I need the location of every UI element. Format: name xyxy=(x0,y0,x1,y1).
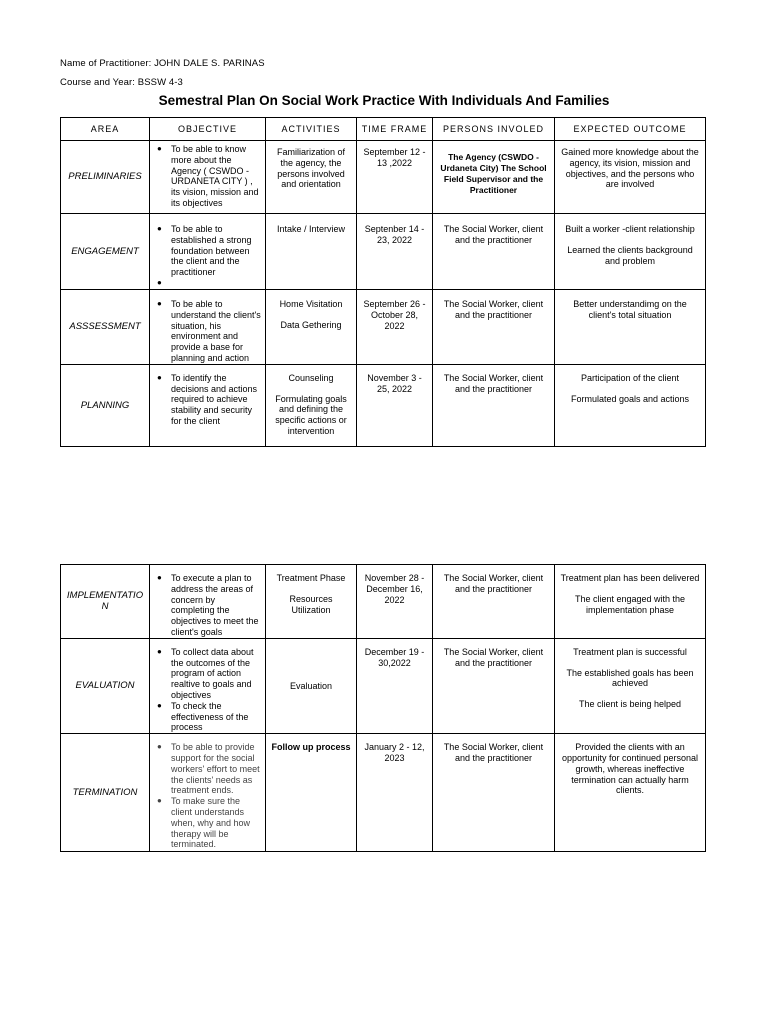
outcome-cell xyxy=(555,141,706,214)
plan-table-1 xyxy=(60,117,706,447)
timeframe-cell: September 12 - 13 ,2022 xyxy=(357,141,433,214)
column-header-expected-outcome: EXPECTED OUTCOME xyxy=(555,118,706,141)
timeframe-cell: November 3 - 25, 2022 xyxy=(357,364,433,446)
outcome-item: Treatment plan is successful xyxy=(573,646,687,657)
activity-item: Intake / Interview xyxy=(276,224,346,234)
persons-cell: The Social Worker, client and the practitioner xyxy=(433,289,555,364)
objective-item: ● To be able to know more about the Agency ( CSWDO - URDANETA CITY ) , its vision, mission and its objectives xyxy=(154,144,261,209)
objective-item: ● To be able to established a strong foundation between the client and the practitioner xyxy=(154,224,261,278)
table-row xyxy=(61,734,706,852)
timeframe-cell: January 2 - 12, 2023 xyxy=(357,734,433,852)
area-cell: ENGAGEMENT xyxy=(61,214,150,290)
column-header-persons: PERSONS INVOLED xyxy=(433,118,555,141)
table-row xyxy=(61,364,706,446)
outcome-item: The client engaged with the implementation phase xyxy=(574,593,686,615)
timeframe-cell: December 19 - 30,2022 xyxy=(357,638,433,733)
course-year: Course and Year: BSSW 4-3 xyxy=(60,77,183,88)
table-row xyxy=(61,214,706,290)
table-row xyxy=(61,638,706,733)
outcome-item: Participation of the client xyxy=(580,372,680,383)
activity-item: Familiarization of the agency, the persons involved and orientation xyxy=(276,147,346,190)
outcome-item: Provided the clients with an opportunity for continued personal growth, whereas ineffective termination can actually harm clients. xyxy=(561,742,699,796)
persons-cell: The Social Worker, client and the practitioner xyxy=(433,734,555,852)
objective-item: ● To be able to provide support for the social workers' effort to meet the clients' needs as treatment ends. xyxy=(154,742,261,796)
table-row xyxy=(61,565,706,639)
activity-item: Data Gethering xyxy=(280,319,342,330)
outcome-cell xyxy=(555,734,706,852)
objective-item: ● To check the effectiveness of the process xyxy=(154,701,261,733)
outcome-item: Built a worker -client relationship xyxy=(565,224,695,234)
practitioner-name: Name of Practitioner: JOHN DALE S. PARINAS xyxy=(60,58,265,69)
persons-cell: The Social Worker, client and the practitioner xyxy=(433,364,555,446)
timeframe-cell: Septenber 14 - 23, 2022 xyxy=(357,214,433,290)
activity-item: Follow up process xyxy=(271,742,351,753)
activities-cell xyxy=(266,565,357,639)
outcome-cell xyxy=(555,565,706,639)
objective-cell xyxy=(150,638,266,733)
outcome-item: Better understandimg on the client's total situation xyxy=(573,298,687,320)
objective-item: ● To make sure the client understands when, why and how therapy will be terminated. xyxy=(154,796,261,850)
activities-cell xyxy=(266,638,357,733)
objective-item: ● To execute a plan to address the areas of concern by completing the objectives to meet the client's goals xyxy=(154,573,261,638)
objective-cell xyxy=(150,289,266,364)
activity-item: Formulating goals and defining the specific actions or intervention xyxy=(275,393,347,436)
area-cell: ASSSESSMENT xyxy=(61,289,150,364)
persons-cell xyxy=(433,141,555,214)
objective-cell xyxy=(150,141,266,214)
activity-item: Home Visitation xyxy=(279,298,343,309)
column-header-time-frame: TIME FRAME xyxy=(357,118,433,141)
activity-item: Resources Utilization xyxy=(289,593,333,615)
outcome-item: Formulated goals and actions xyxy=(570,393,690,404)
activity-item: Treatment Phase xyxy=(276,573,346,583)
activities-cell xyxy=(266,141,357,214)
area-cell: PLANNING xyxy=(61,364,150,446)
objective-cell xyxy=(150,565,266,639)
outcome-cell xyxy=(555,214,706,290)
plan-table-2 xyxy=(60,564,706,852)
outcome-item: The established goals has been achieved xyxy=(566,667,694,689)
document-title: Semestral Plan On Social Work Practice With Individuals And Families xyxy=(158,93,610,108)
persons-cell: The Social Worker, client and the practitioner xyxy=(433,638,555,733)
objective-cell xyxy=(150,364,266,446)
area-cell: EVALUATION xyxy=(61,638,150,733)
outcome-cell xyxy=(555,364,706,446)
table-row xyxy=(61,141,706,214)
persons-cell: The Social Worker, client and the practitioner xyxy=(433,214,555,290)
area-cell: IMPLEMENTATIO N xyxy=(61,565,150,639)
outcome-item: Learned the clients background and problem xyxy=(567,244,693,266)
column-header-objective: OBJECTIVE xyxy=(150,118,266,141)
timeframe-cell: September 26 - October 28, 2022 xyxy=(357,289,433,364)
outcome-item: Treatment plan has been delivered xyxy=(560,573,700,583)
outcome-cell xyxy=(555,638,706,733)
objective-item-empty xyxy=(154,278,261,289)
persons-text: The Agency (CSWDO - Urdaneta City) The School Field Supervisor and the Practitioner xyxy=(440,152,547,196)
objective-item: ● To be able to understand the client's situation, his environment and provide a base for planning and action xyxy=(154,299,261,364)
objective-cell xyxy=(150,214,266,290)
table-row xyxy=(61,289,706,364)
activities-cell xyxy=(266,364,357,446)
timeframe-cell: November 28 - December 16, 2022 xyxy=(357,565,433,639)
activity-item: Evaluation xyxy=(289,680,333,691)
persons-cell: The Social Worker, client and the practitioner xyxy=(433,565,555,639)
outcome-cell xyxy=(555,289,706,364)
activities-cell xyxy=(266,734,357,852)
area-cell: PRELIMINARIES xyxy=(61,141,150,214)
activity-item: Counseling xyxy=(288,372,334,383)
activities-cell xyxy=(266,289,357,364)
objective-item: ● To collect data about the outcomes of the program of action realtive to goals and objectives xyxy=(154,647,261,701)
activities-cell xyxy=(266,214,357,290)
outcome-item: The client is being helped xyxy=(578,699,682,710)
area-cell: TERMINATION xyxy=(61,734,150,852)
objective-cell xyxy=(150,734,266,852)
column-header-activities: ACTIVITIES xyxy=(266,118,357,141)
column-header-area: AREA xyxy=(61,118,150,141)
outcome-item: Gained more knowledge about the agency, its vision, mission and objectives, and the persons who are involved xyxy=(561,147,699,190)
table-header-row xyxy=(61,118,706,141)
objective-item: ● To identify the decisions and actions required to achieve stability and security for the client xyxy=(154,373,261,427)
